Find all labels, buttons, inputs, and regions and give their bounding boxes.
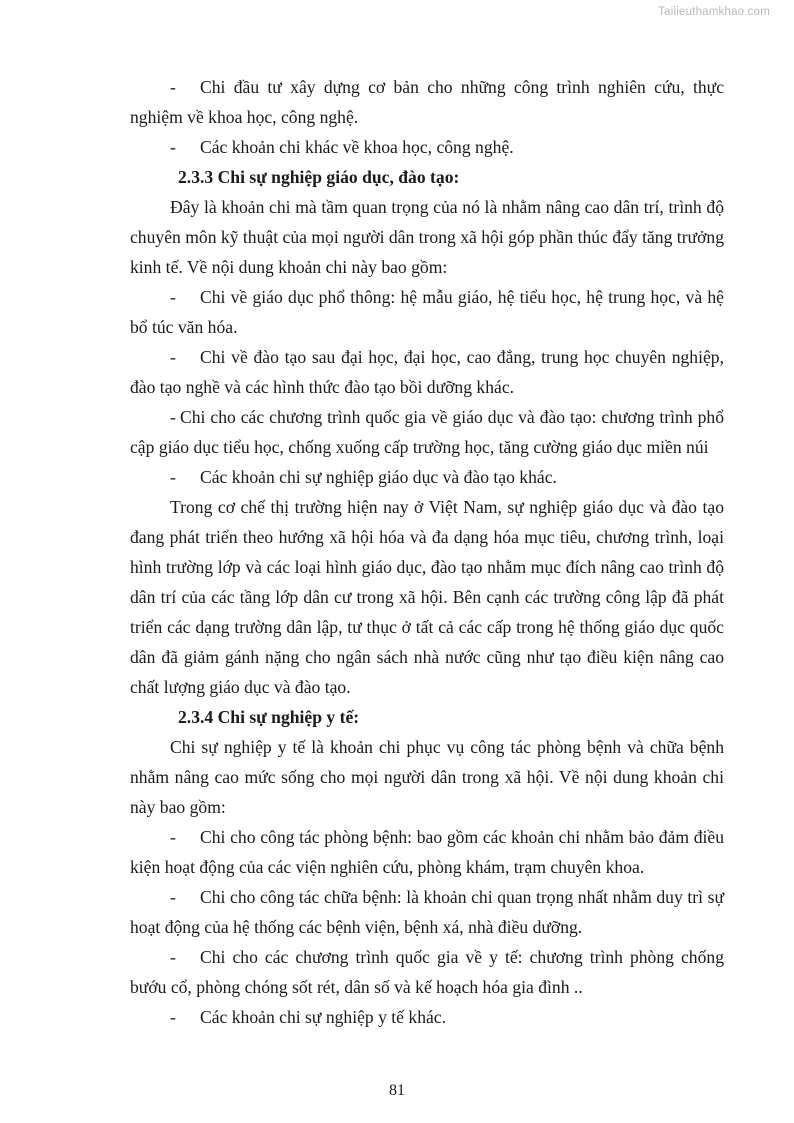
list-item — [130, 822, 724, 882]
list-item — [130, 72, 724, 132]
list-item-text: Các khoản chi sự nghiệp giáo dục và đào tạo khác. — [200, 467, 557, 487]
paragraph — [130, 492, 724, 702]
paragraph-text: Chi sự nghiệp y tế là khoản chi phục vụ công tác phòng bệnh và chữa bệnh nhằm nâng cao mức sống cho mọi người dân trong xã hội. Về nội dung khoản chi này bao gồm: — [130, 737, 724, 817]
list-item-text: Chi về đào tạo sau đại học, đại học, cao đẳng, trung học chuyên nghiệp, đào tạo nghề và các hình thức đào tạo bồi dưỡng khác. — [130, 347, 724, 397]
list-item — [130, 282, 724, 342]
section-heading — [130, 702, 724, 732]
list-item-dash: - — [170, 827, 176, 847]
list-item-text: Chi cho công tác chữa bệnh: là khoản chi quan trọng nhất nhằm duy trì sự hoạt động của hệ thống các bệnh viện, bệnh xá, nhà điều dưỡng. — [130, 887, 724, 937]
list-item-text: Các khoản chi khác về khoa học, công nghệ. — [200, 137, 514, 157]
list-item-dash: - — [170, 467, 176, 487]
list-item — [130, 1002, 724, 1032]
list-item-text: Chi cho các chương trình quốc gia về y tế: chương trình phòng chống bướu cổ, phòng chóng sốt rét, dân số và kế hoạch hóa gia đình .. — [130, 947, 724, 997]
list-item — [130, 942, 724, 1002]
site-watermark: Tailieuthamkhao.com — [658, 6, 770, 18]
section-heading-text: 2.3.3 Chi sự nghiệp giáo dục, đào tạo: — [178, 167, 460, 187]
list-item-text: Các khoản chi sự nghiệp y tế khác. — [200, 1007, 447, 1027]
list-item — [130, 342, 724, 402]
list-item-dash: - — [170, 1007, 176, 1027]
list-item — [130, 132, 724, 162]
list-item-text: Chi đầu tư xây dựng cơ bản cho những công trình nghiên cứu, thực nghiệm về khoa học, công nghệ. — [130, 77, 724, 127]
section-heading-text: 2.3.4 Chi sự nghiệp y tế: — [178, 707, 360, 727]
list-item-dash: - — [170, 137, 176, 157]
list-item-text: Chi cho công tác phòng bệnh: bao gồm các khoản chi nhằm bảo đảm điều kiện hoạt động của các viện nghiên cứu, phòng khám, trạm chuyên khoa. — [130, 827, 724, 877]
list-item-dash: - — [170, 407, 176, 427]
list-item — [130, 882, 724, 942]
list-item-dash: - — [170, 77, 176, 97]
list-item-dash: - — [170, 347, 176, 367]
page-body — [130, 72, 724, 1032]
page-number: 81 — [389, 1082, 405, 1099]
list-item-text: Chi cho các chương trình quốc gia về giáo dục và đào tạo: chương trình phổ cập giáo dục tiểu học, chống xuống cấp trường học, tăng cường giáo dục miền núi — [130, 407, 724, 457]
paragraph-text: Trong cơ chế thị trường hiện nay ở Việt Nam, sự nghiệp giáo dục và đào tạo đang phát triển theo hướng xã hội hóa và đa dạng hóa mục tiêu, chương trình, loại hình trường lớp và các loại hình giáo dục, đào tạo nhằm mục đích nâng cao trình độ dân trí của các tầng lớp dân cư trong xã hội. Bên cạnh các trường công lập đã phát triển các dạng trường dân lập, tư thục ở tất cả các cấp trong hệ thống giáo dục quốc dân đã giảm gánh nặng cho ngân sách nhà nước cũng như tạo điều kiện nâng cao chất lượng giáo dục và đào tạo. — [130, 497, 724, 697]
paragraph-text: Đây là khoản chi mà tầm quan trọng của nó là nhằm nâng cao dân trí, trình độ chuyên môn kỹ thuật của mọi người dân trong xã hội góp phần thúc đẩy tăng trưởng kinh tế. Về nội dung khoản chi này bao gồm: — [130, 197, 724, 277]
list-item-dash: - — [170, 287, 176, 307]
list-item — [130, 402, 724, 462]
list-item — [130, 462, 724, 492]
list-item-text: Chi về giáo dục phổ thông: hệ mẫu giáo, hệ tiểu học, hệ trung học, và hệ bổ túc văn hóa. — [130, 287, 724, 337]
paragraph — [130, 732, 724, 822]
paragraph — [130, 192, 724, 282]
list-item-dash: - — [170, 947, 176, 967]
list-item-dash: - — [170, 887, 176, 907]
section-heading — [130, 162, 724, 192]
